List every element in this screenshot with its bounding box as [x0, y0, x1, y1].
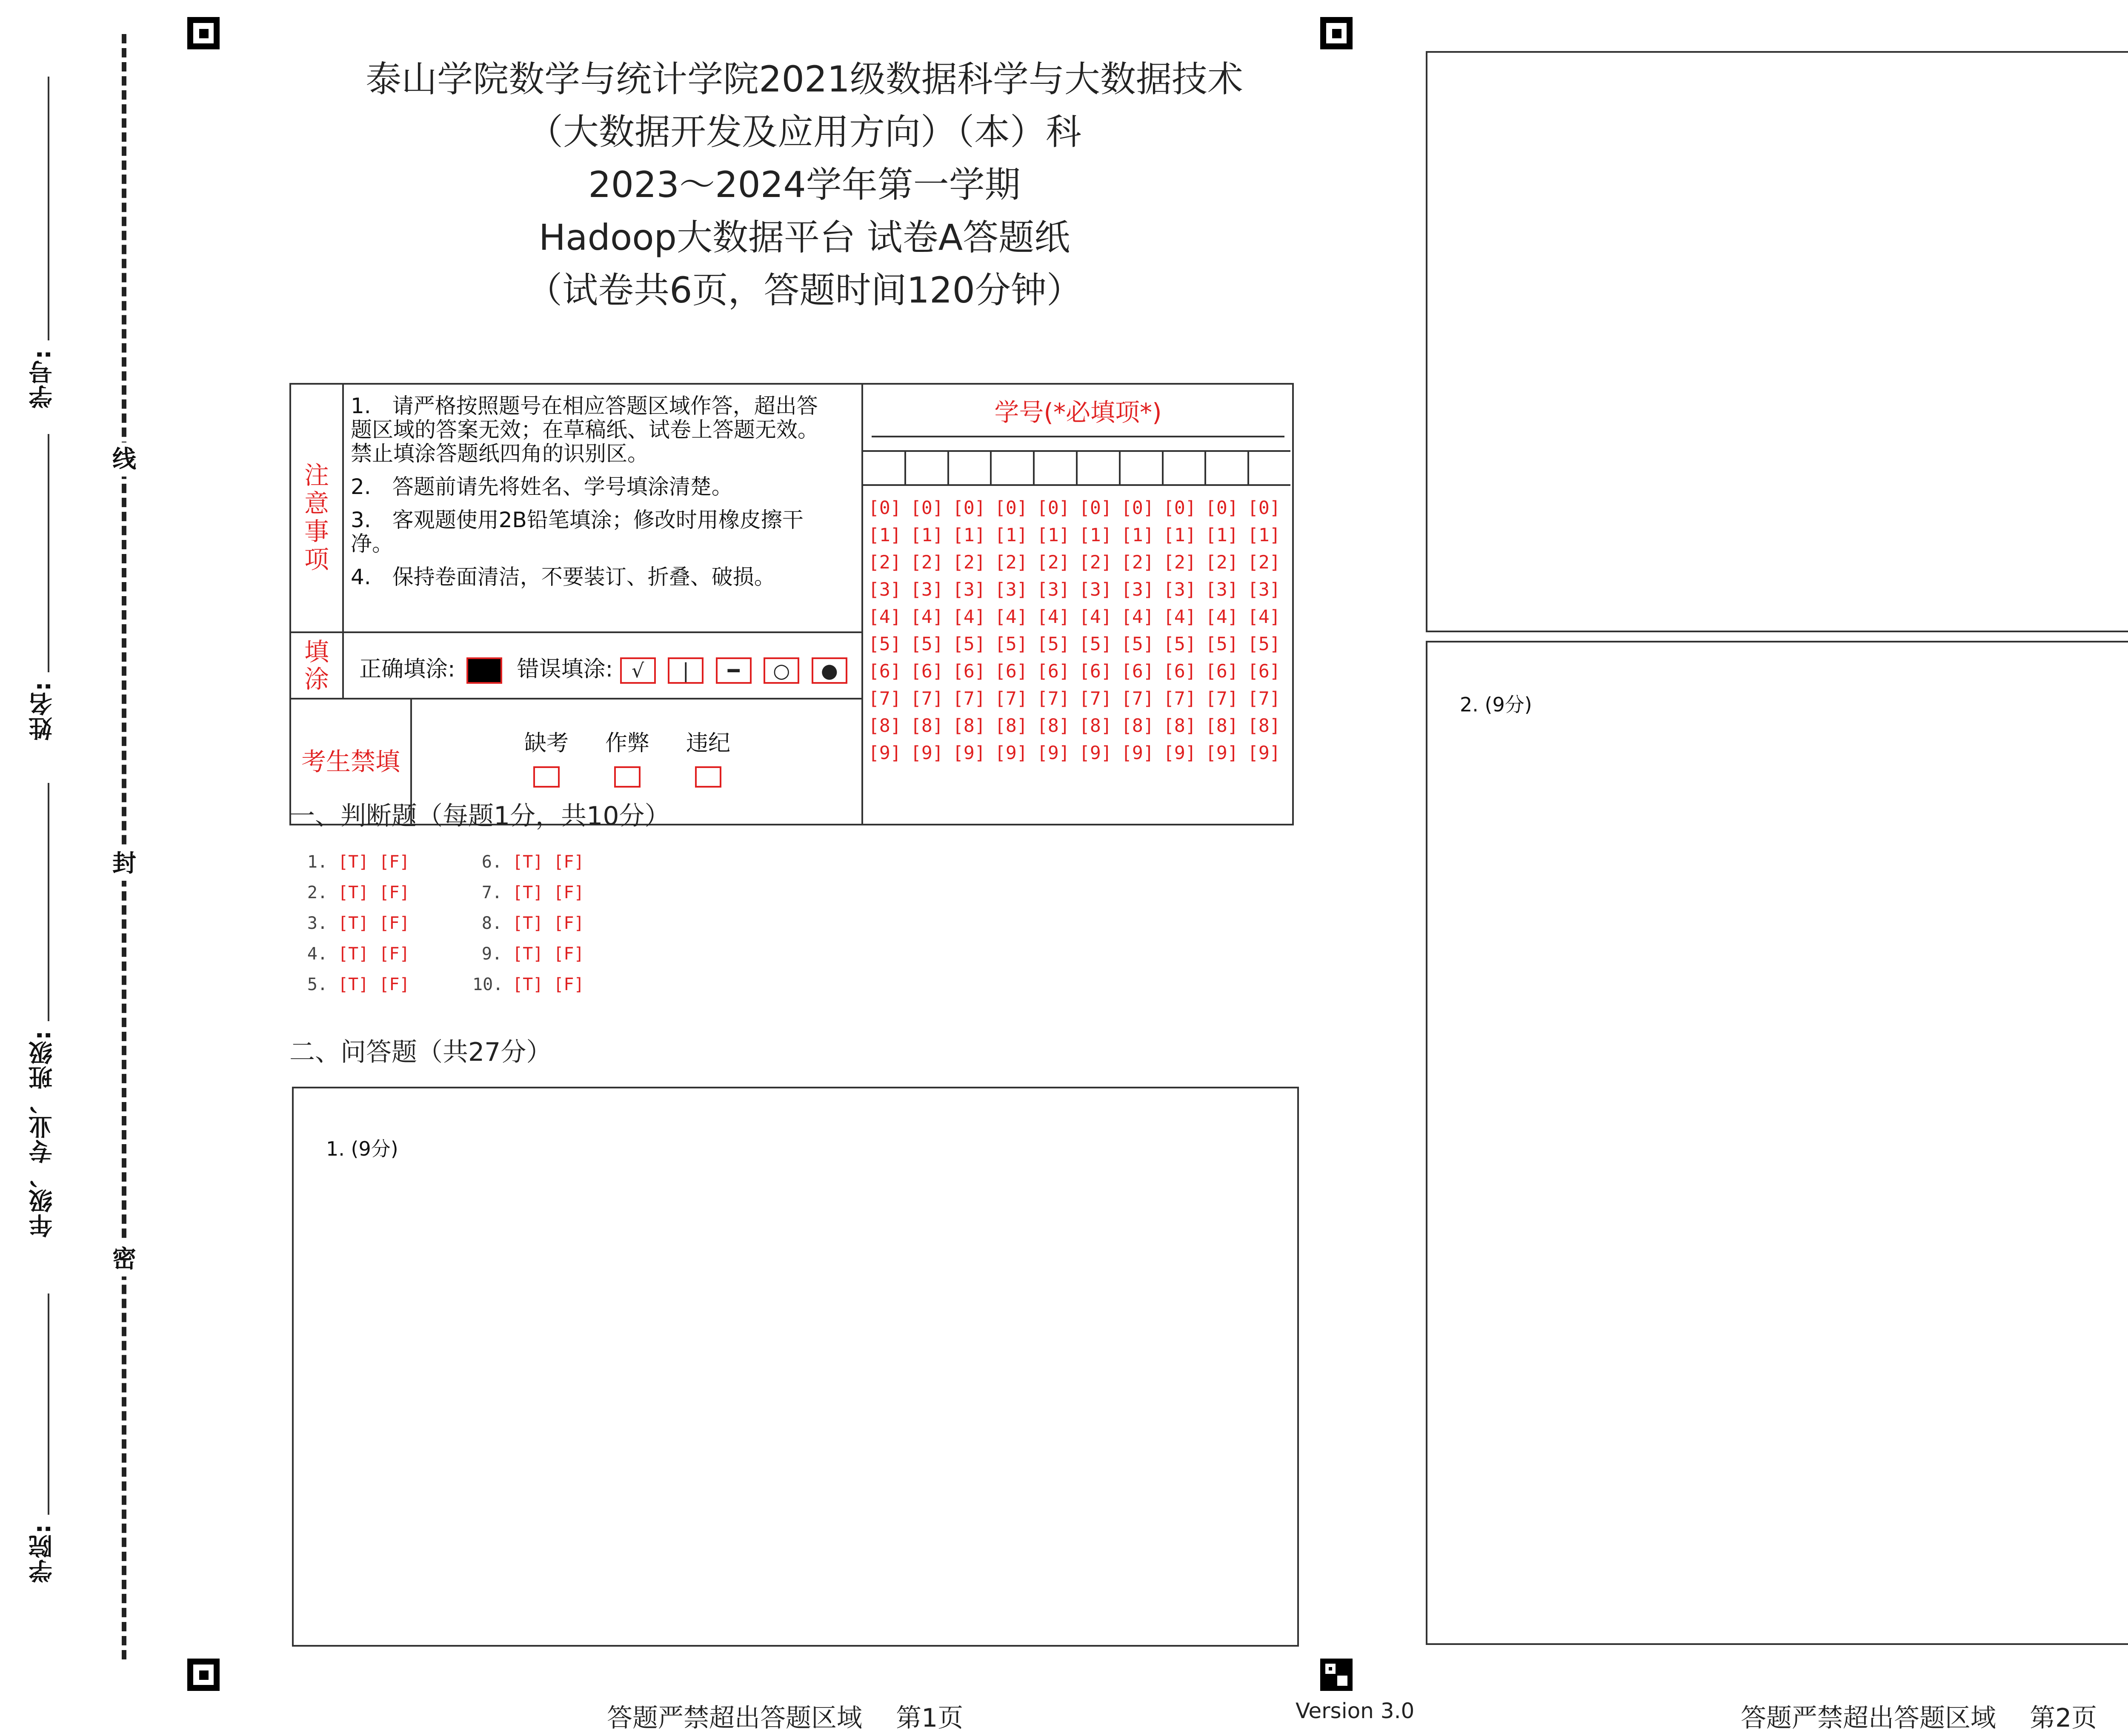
student-id-write-boxes[interactable]: [863, 450, 1290, 486]
question-number: 5.: [307, 975, 328, 994]
id-bubble[interactable]: [5]: [1247, 634, 1281, 655]
id-bubble[interactable]: [8]: [1163, 715, 1196, 737]
id-bubble[interactable]: [8]: [1079, 715, 1112, 737]
id-bubble[interactable]: [3]: [952, 579, 986, 600]
id-bubble-row: [868, 549, 1290, 576]
id-bubble-row: [868, 522, 1290, 549]
true-false-question: [472, 877, 584, 908]
id-bubble[interactable]: [0]: [995, 497, 1028, 519]
id-bubble[interactable]: [3]: [868, 579, 901, 600]
true-false-heading: 一、判断题（每题1分，共10分）: [289, 801, 670, 831]
footer-page-2: 答题严禁超出答题区域 第2页: [1741, 1703, 2097, 1733]
id-digit-box[interactable]: [1206, 452, 1249, 484]
student-name-label: 姓名:: [29, 681, 56, 741]
correct-fill-sample: [466, 657, 502, 684]
id-digit-box[interactable]: [1249, 452, 1290, 484]
true-false-question: [472, 969, 584, 1000]
cheating-label: 作弊: [605, 731, 649, 756]
true-false-question: [298, 969, 410, 1000]
question-number: 7.: [481, 883, 502, 902]
answer-area-q1[interactable]: [292, 1087, 1299, 1647]
id-bubble[interactable]: [8]: [1121, 715, 1154, 737]
id-bubble[interactable]: [2]: [868, 552, 901, 573]
question-number: 2.: [307, 883, 328, 902]
id-bubble[interactable]: [3]: [1163, 579, 1196, 600]
id-bubble[interactable]: [7]: [1247, 688, 1281, 709]
class-field[interactable]: [26, 783, 55, 1272]
exam-title-line-3: 2023～2024学年第一学期: [588, 164, 1021, 206]
id-bubble[interactable]: [7]: [1163, 688, 1196, 709]
footer-version: Version 3.0: [1296, 1699, 1415, 1723]
fill-example-row: [291, 631, 861, 700]
id-bubble[interactable]: [4]: [1121, 606, 1154, 628]
id-bubble[interactable]: [4]: [868, 606, 901, 628]
cheating-box[interactable]: [614, 766, 641, 788]
id-bubble[interactable]: [0]: [868, 497, 901, 519]
id-bubble[interactable]: [6]: [1163, 661, 1196, 682]
exam-title-line-1: 泰山学院数学与统计学院2021级数据科学与大数据技术: [366, 58, 1243, 100]
id-bubble[interactable]: [9]: [1037, 742, 1070, 764]
absent-box[interactable]: [533, 766, 560, 788]
notice-list: [351, 394, 836, 598]
student-id-field[interactable]: [26, 77, 55, 417]
id-digit-box[interactable]: [992, 452, 1035, 484]
exam-title-line-5: （试卷共6页，答题时间120分钟）: [526, 269, 1082, 311]
id-bubble[interactable]: [2]: [1205, 552, 1238, 573]
id-bubble[interactable]: [6]: [910, 661, 944, 682]
id-bubble[interactable]: [2]: [1163, 552, 1196, 573]
true-false-column-2: [472, 847, 584, 1000]
true-false-options[interactable]: [T] [F]: [338, 914, 410, 933]
id-bubble[interactable]: [4]: [1163, 606, 1196, 628]
id-bubble[interactable]: [4]: [1037, 606, 1070, 628]
id-bubble[interactable]: [8]: [1037, 715, 1070, 737]
question-1-label: 1. (9分): [326, 1137, 398, 1160]
id-bubble[interactable]: [6]: [1205, 661, 1238, 682]
id-bubble[interactable]: [9]: [1247, 742, 1281, 764]
id-bubble[interactable]: [1]: [995, 525, 1028, 546]
id-bubble[interactable]: [2]: [952, 552, 986, 573]
student-id-bubble-grid[interactable]: [868, 494, 1290, 767]
true-false-question: [472, 847, 584, 877]
absent-label: 缺考: [524, 731, 569, 756]
id-bubble[interactable]: [5]: [1079, 634, 1112, 655]
id-bubble[interactable]: [7]: [1205, 688, 1238, 709]
id-bubble[interactable]: [9]: [910, 742, 944, 764]
notice-item: 3. 客观题使用2B铅笔填涂；修改时用橡皮擦干净。: [351, 508, 804, 556]
id-bubble[interactable]: [7]: [910, 688, 944, 709]
true-false-options[interactable]: [T] [F]: [512, 914, 584, 933]
id-bubble[interactable]: [9]: [952, 742, 986, 764]
id-bubble[interactable]: [2]: [1247, 552, 1281, 573]
true-false-options[interactable]: [T] [F]: [338, 944, 410, 964]
id-bubble[interactable]: [6]: [1037, 661, 1070, 682]
id-bubble[interactable]: [7]: [1079, 688, 1112, 709]
id-bubble[interactable]: [9]: [1079, 742, 1112, 764]
exam-info-box: [289, 383, 1294, 825]
id-bubble[interactable]: [3]: [1121, 579, 1154, 600]
violation-label: 违纪: [686, 731, 730, 756]
id-bubble[interactable]: [5]: [1037, 634, 1070, 655]
id-bubble[interactable]: [4]: [995, 606, 1028, 628]
exam-title-line-4: Hadoop大数据平台 试卷A答题纸: [538, 217, 1070, 258]
cut-mark-seal: 封: [111, 847, 138, 881]
id-bubble[interactable]: [3]: [1205, 579, 1238, 600]
true-false-options[interactable]: [T] [F]: [338, 975, 410, 994]
id-bubble[interactable]: [8]: [868, 715, 901, 737]
id-bubble[interactable]: [8]: [952, 715, 986, 737]
id-bubble[interactable]: [2]: [1121, 552, 1154, 573]
id-bubble[interactable]: [1]: [910, 525, 944, 546]
question-number: 4.: [307, 944, 328, 964]
id-bubble[interactable]: [0]: [1121, 497, 1154, 519]
id-bubble[interactable]: [5]: [868, 634, 901, 655]
wrong-fill-dash: ━: [716, 657, 752, 684]
id-bubble[interactable]: [8]: [1247, 715, 1281, 737]
id-bubble[interactable]: [1]: [1079, 525, 1112, 546]
id-bubble[interactable]: [6]: [952, 661, 986, 682]
id-bubble[interactable]: [5]: [952, 634, 986, 655]
id-bubble[interactable]: [5]: [1205, 634, 1238, 655]
id-digit-box[interactable]: [1121, 452, 1164, 484]
violation-box[interactable]: [695, 766, 721, 788]
id-bubble[interactable]: [2]: [995, 552, 1028, 573]
id-bubble[interactable]: [2]: [1079, 552, 1112, 573]
college-label: 学院:: [29, 1523, 56, 1583]
answer-area-page2-top[interactable]: [1426, 51, 2128, 632]
student-id-label: 学号:: [29, 349, 56, 409]
fill-examples: [359, 651, 852, 684]
true-false-options[interactable]: [T] [F]: [338, 852, 410, 872]
student-id-panel: [861, 385, 1292, 824]
id-bubble[interactable]: [3]: [995, 579, 1028, 600]
true-false-question: [298, 847, 410, 877]
class-label: 年级、专业、班级:: [29, 1030, 56, 1238]
id-bubble[interactable]: [7]: [1121, 688, 1154, 709]
id-digit-box[interactable]: [949, 452, 992, 484]
id-bubble[interactable]: [6]: [1079, 661, 1112, 682]
question-number: 8.: [481, 914, 502, 933]
id-digit-box[interactable]: [1164, 452, 1207, 484]
wrong-fill-label: 错误填涂:: [517, 657, 613, 682]
id-bubble-row: [868, 685, 1290, 712]
id-bubble[interactable]: [6]: [868, 661, 901, 682]
notice-item: 4. 保持卷面清洁，不要装订、折叠、破损。: [351, 565, 775, 589]
id-bubble[interactable]: [4]: [952, 606, 986, 628]
corner-marker-bottom-middle: [1320, 1659, 1353, 1691]
id-bubble[interactable]: [0]: [1247, 497, 1281, 519]
id-bubble[interactable]: [3]: [1037, 579, 1070, 600]
id-bubble-row: [868, 576, 1290, 603]
id-bubble[interactable]: [3]: [1079, 579, 1112, 600]
id-bubble-row: [868, 658, 1290, 685]
correct-fill-label: 正确填涂:: [359, 657, 455, 682]
true-false-options[interactable]: [T] [F]: [512, 975, 584, 994]
id-bubble[interactable]: [8]: [995, 715, 1028, 737]
id-bubble[interactable]: [5]: [910, 634, 944, 655]
id-bubble[interactable]: [9]: [1121, 742, 1154, 764]
id-bubble-row: [868, 712, 1290, 740]
student-id-title: 学号(*必填项*): [872, 392, 1284, 437]
id-bubble-row: [868, 631, 1290, 658]
id-bubble[interactable]: [0]: [1163, 497, 1196, 519]
true-false-options[interactable]: [T] [F]: [512, 852, 584, 872]
id-bubble-row: [868, 494, 1290, 522]
id-bubble[interactable]: [1]: [1037, 525, 1070, 546]
id-bubble[interactable]: [7]: [868, 688, 901, 709]
id-bubble[interactable]: [1]: [952, 525, 986, 546]
wrong-fill-dot: ●: [812, 657, 847, 684]
id-bubble[interactable]: [8]: [910, 715, 944, 737]
true-false-options[interactable]: [T] [F]: [512, 883, 584, 902]
id-bubble[interactable]: [9]: [1205, 742, 1238, 764]
id-digit-box[interactable]: [906, 452, 949, 484]
true-false-question: [298, 939, 410, 969]
college-field[interactable]: [26, 1293, 55, 1591]
true-false-question: [472, 908, 584, 939]
question-number: 10.: [472, 975, 503, 994]
footer-page-1: 答题严禁超出答题区域 第1页: [607, 1703, 964, 1733]
question-number: 1.: [307, 852, 328, 872]
student-name-field[interactable]: [26, 434, 55, 757]
cheating-checkbox[interactable]: [593, 725, 661, 788]
id-bubble[interactable]: [4]: [910, 606, 944, 628]
id-bubble[interactable]: [1]: [1163, 525, 1196, 546]
cut-mark-secret: 密: [111, 1242, 138, 1276]
id-digit-box[interactable]: [1078, 452, 1121, 484]
exam-title-line-2: （大数据开发及应用方向）（本）科: [527, 111, 1081, 153]
true-false-options[interactable]: [T] [F]: [512, 944, 584, 964]
id-bubble[interactable]: [4]: [1247, 606, 1281, 628]
id-bubble[interactable]: [5]: [1163, 634, 1196, 655]
wrong-fill-check: √: [620, 657, 656, 684]
id-bubble[interactable]: [2]: [1037, 552, 1070, 573]
true-false-question: [472, 939, 584, 969]
question-2-label: 2. (9分): [1460, 693, 1532, 716]
true-false-question: [298, 908, 410, 939]
true-false-options[interactable]: [T] [F]: [338, 883, 410, 902]
notice-item: 1. 请严格按照题号在相应答题区域作答，超出答题区域的答案无效；在草稿纸、试卷上答题无效。禁止填涂答题纸四角的识别区。: [351, 394, 819, 466]
id-bubble[interactable]: [0]: [910, 497, 944, 519]
id-bubble-row: [868, 603, 1290, 631]
id-bubble[interactable]: [6]: [1247, 661, 1281, 682]
id-bubble-row: [868, 740, 1290, 767]
fill-label: 填涂: [291, 633, 344, 698]
id-bubble[interactable]: [7]: [1037, 688, 1070, 709]
id-bubble[interactable]: [6]: [1121, 661, 1154, 682]
id-bubble[interactable]: [0]: [1079, 497, 1112, 519]
id-bubble[interactable]: [1]: [868, 525, 901, 546]
question-number: 9.: [481, 944, 502, 964]
cut-mark-line: 线: [111, 443, 138, 477]
proctor-only-label: 考生禁填: [291, 700, 412, 824]
id-bubble[interactable]: [9]: [995, 742, 1028, 764]
id-bubble[interactable]: [4]: [1079, 606, 1112, 628]
true-false-column-1: [298, 847, 410, 1000]
id-bubble[interactable]: [9]: [1163, 742, 1196, 764]
corner-marker-top-left: [187, 17, 220, 49]
id-bubble[interactable]: [0]: [1205, 497, 1238, 519]
id-bubble[interactable]: [2]: [910, 552, 944, 573]
id-bubble[interactable]: [7]: [952, 688, 986, 709]
violation-checkbox[interactable]: [674, 725, 742, 788]
true-false-question: [298, 877, 410, 908]
corner-marker-top-middle: [1320, 17, 1353, 49]
id-bubble[interactable]: [8]: [1205, 715, 1238, 737]
id-bubble[interactable]: [5]: [1121, 634, 1154, 655]
answer-area-q2[interactable]: [1426, 641, 2128, 1645]
notice-item: 2. 答题前请先将姓名、学号填涂清楚。: [351, 474, 733, 499]
id-bubble[interactable]: [1]: [1121, 525, 1154, 546]
id-bubble[interactable]: [1]: [1247, 525, 1281, 546]
id-bubble[interactable]: [5]: [995, 634, 1028, 655]
question-number: 6.: [481, 852, 502, 872]
id-bubble[interactable]: [3]: [910, 579, 944, 600]
id-bubble[interactable]: [3]: [1247, 579, 1281, 600]
id-bubble[interactable]: [7]: [995, 688, 1028, 709]
id-digit-box[interactable]: [1035, 452, 1078, 484]
question-number: 3.: [307, 914, 328, 933]
id-bubble[interactable]: [4]: [1205, 606, 1238, 628]
id-digit-box[interactable]: [863, 452, 906, 484]
wrong-fill-bar: |: [668, 657, 704, 684]
id-bubble[interactable]: [0]: [1037, 497, 1070, 519]
id-bubble[interactable]: [0]: [952, 497, 986, 519]
wrong-fill-circle: ○: [764, 657, 799, 684]
corner-marker-bottom-left: [187, 1659, 220, 1691]
id-bubble[interactable]: [9]: [868, 742, 901, 764]
notice-label: 注意事项: [291, 385, 344, 631]
id-bubble[interactable]: [1]: [1205, 525, 1238, 546]
id-bubble[interactable]: [6]: [995, 661, 1028, 682]
absent-checkbox[interactable]: [512, 725, 581, 788]
short-answer-heading: 二、问答题（共27分）: [289, 1037, 552, 1067]
